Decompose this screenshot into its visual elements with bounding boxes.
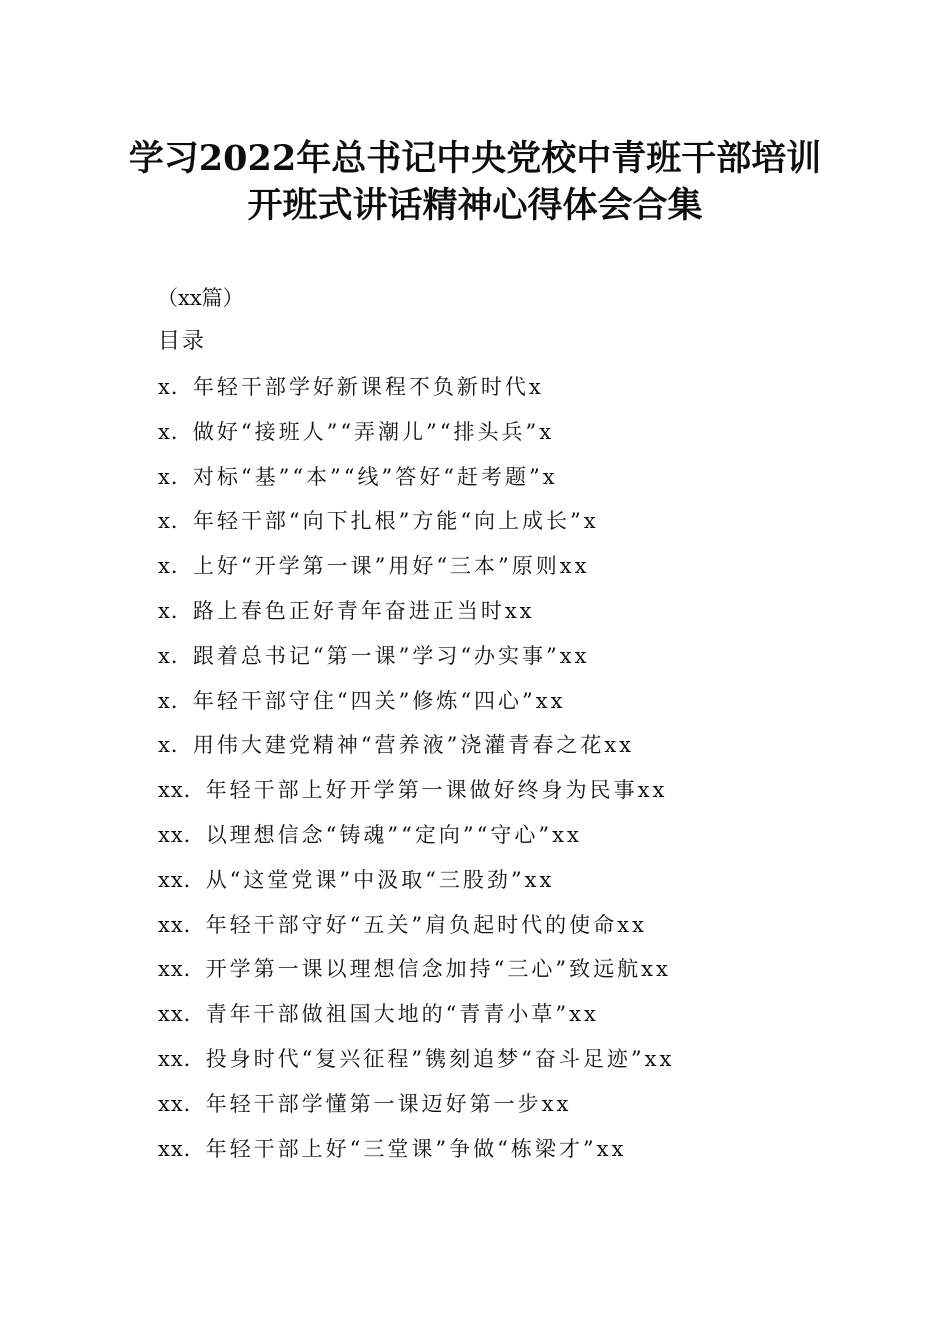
toc-item-number: x． [158, 598, 193, 623]
toc-item-number: xx． [158, 1046, 206, 1071]
toc-item-number: x． [158, 509, 193, 534]
document-title-line-1: 学习2022年总书记中央党校中青班干部培训 [128, 138, 822, 179]
article-count: （xx篇） [157, 286, 244, 310]
toc-item-text: 上好“开学第一课”用好“三本”原则xx [192, 554, 590, 579]
toc-item-text: 年轻干部学好新课程不负新时代x [192, 375, 544, 399]
toc-item-text: 青年干部做祖国大地的“青青小草”xx [205, 1002, 599, 1027]
toc-item [158, 730, 674, 775]
toc-item-text: 用伟大建党精神“营养液”浇灌青春之花xx [192, 733, 635, 758]
toc-item-number: x． [158, 733, 193, 758]
toc-item-text: 跟着总书记“第一课”学习“办实事”xx [192, 643, 590, 668]
toc-item [158, 462, 674, 507]
toc-item [158, 686, 674, 731]
toc-item-number: x． [158, 554, 193, 579]
toc-item-text: 做好“接班人”“弄潮儿”“排头兵”x [192, 419, 555, 444]
toc-item-number: xx． [158, 957, 206, 982]
toc-item-number: xx． [158, 778, 206, 803]
toc-item [158, 417, 674, 462]
toc-item-number: xx． [158, 1136, 206, 1161]
toc-item-text: 投身时代“复兴征程”镌刻追梦“奋斗足迹”xx [205, 1046, 675, 1071]
toc-item [158, 910, 674, 955]
document-title-line-2: 开班式讲话精神心得体会合集 [247, 185, 703, 226]
toc-item-number: x． [158, 419, 193, 444]
toc-item [158, 1044, 674, 1089]
toc-item-number: x． [158, 643, 193, 668]
table-of-contents [158, 372, 674, 1178]
toc-item-text: 年轻干部上好开学第一课做好终身为民事xx [205, 778, 668, 803]
toc-item-text: 开学第一课以理想信念加持“三心”致远航xx [205, 957, 671, 982]
toc-item-number: xx． [158, 1002, 206, 1027]
toc-item-number: xx． [158, 912, 206, 937]
toc-heading: 目录 [158, 329, 207, 354]
toc-item [158, 596, 674, 641]
toc-item [158, 551, 674, 596]
toc-item-text: 以理想信念“铸魂”“定向”“守心”xx [205, 822, 582, 847]
toc-item [158, 506, 674, 551]
toc-item-number: xx． [158, 822, 206, 847]
toc-item-number: x． [158, 688, 193, 713]
toc-item-text: 年轻干部守好“五关”肩负起时代的使命xx [205, 912, 647, 937]
toc-item-text: 年轻干部上好“三堂课”争做“栋梁才”xx [205, 1136, 627, 1161]
toc-item [158, 372, 674, 417]
toc-item-text: 对标“基”“本”“线”答好“赶考题”x [192, 464, 558, 489]
toc-item [158, 999, 674, 1044]
toc-item [158, 954, 674, 999]
toc-item-text: 年轻干部学懂第一课迈好第一步xx [205, 1091, 572, 1116]
toc-item-number: x． [158, 464, 193, 489]
toc-item [158, 820, 674, 865]
toc-item [158, 1134, 674, 1179]
toc-item-number: xx． [158, 1091, 206, 1116]
toc-item [158, 865, 674, 910]
toc-item [158, 775, 674, 820]
toc-item-text: 年轻干部“向下扎根”方能“向上成长”x [192, 509, 599, 534]
toc-item-text: 从“这堂党课”中汲取“三股劲”xx [205, 867, 555, 892]
toc-item-number: xx． [158, 867, 206, 892]
toc-item-number: x． [158, 375, 193, 399]
toc-item-text: 路上春色正好青年奋进正当时xx [192, 598, 535, 623]
toc-item [158, 1089, 674, 1134]
toc-item [158, 641, 674, 686]
toc-item-text: 年轻干部守住“四关”修炼“四心”xx [192, 688, 566, 713]
